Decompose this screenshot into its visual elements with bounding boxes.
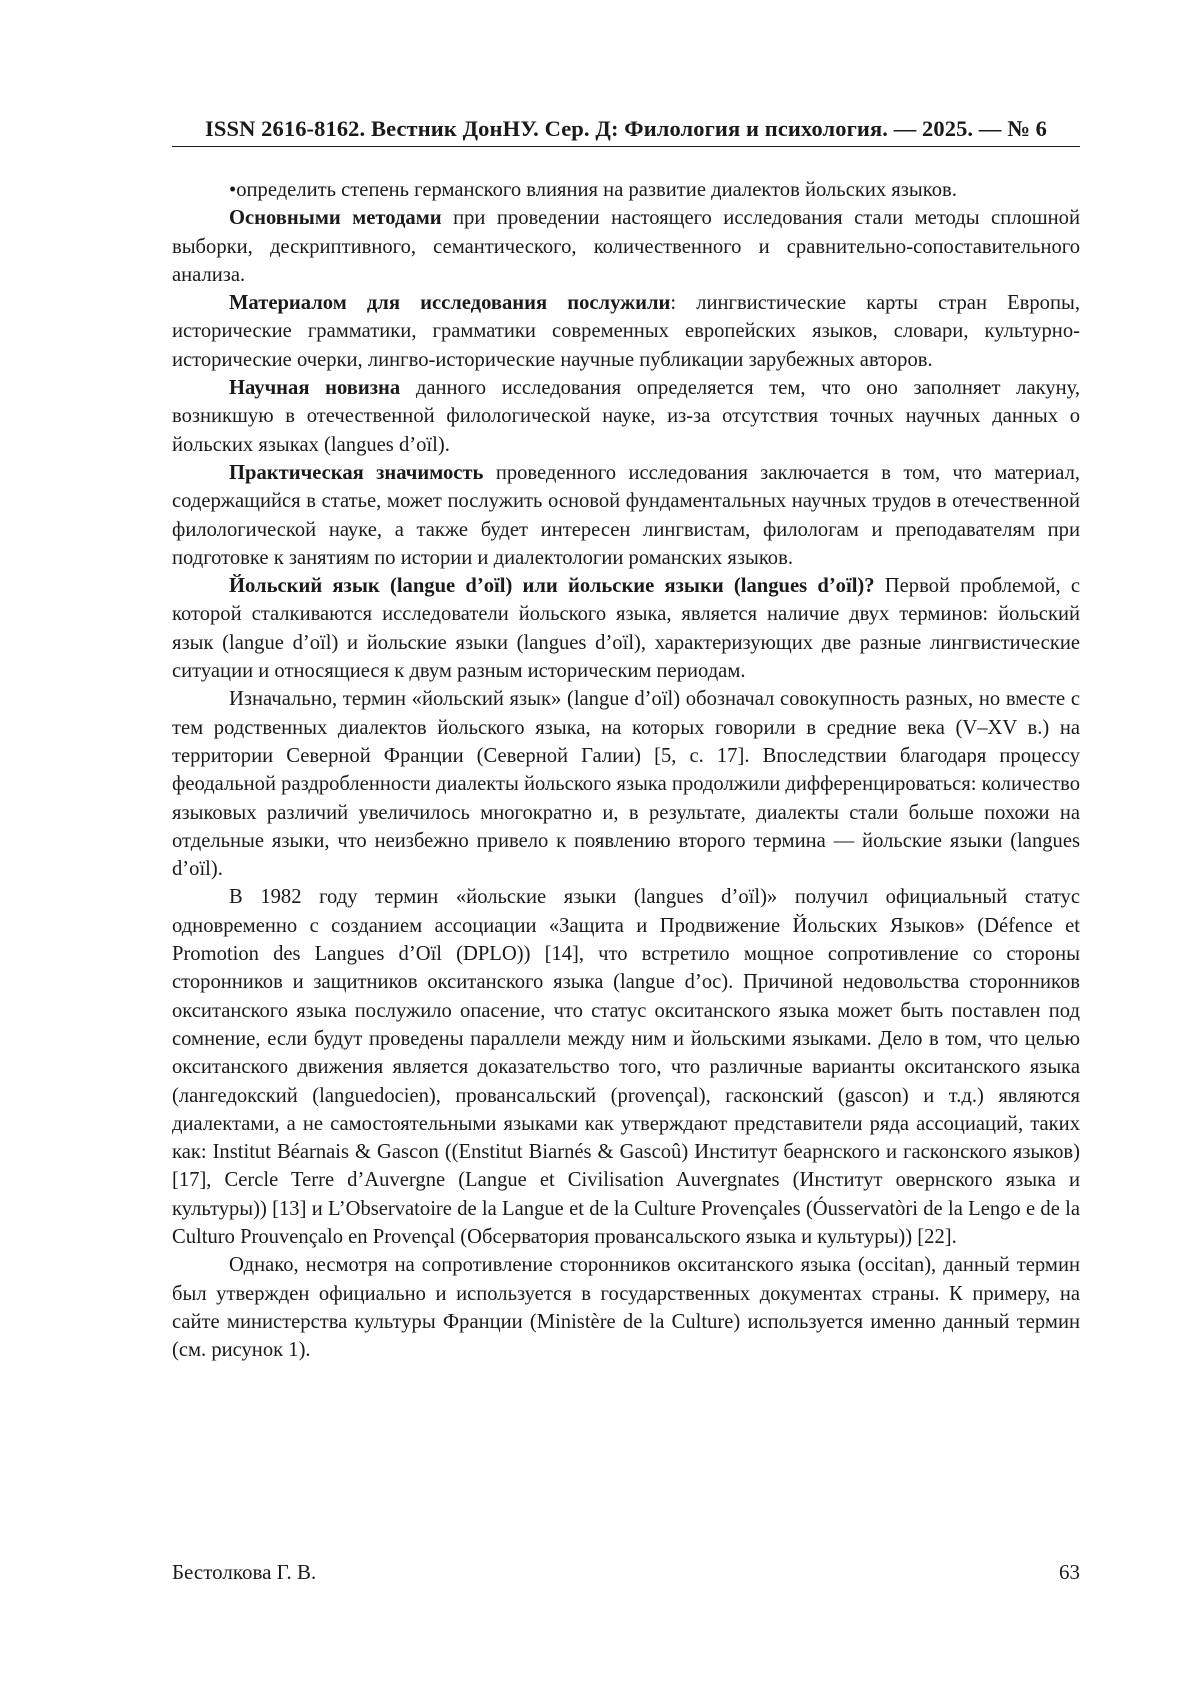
paragraph-significance-text: проведенного исследования заключается в том, что материал, содержащийся в статье, может послужить основой фундаментальных научных трудов в отечественной филологической науке, а также будет интересен лингвистам, филологам и преподавателям при подготовке к занятиям по истории и диалектологии романских языков. [172,461,1080,569]
paragraph-novelty-text: данного исследования определяется тем, что оно заполняет лакуну, возникшую в отечественной филологической науке, из-за отсутствия точных научных данных о йольских языках (langues d’oïl). [172,377,1081,456]
footer-author: Бестолкова Г. В. [172,1560,317,1584]
page-number: 63 [1059,1560,1080,1584]
bullet-icon: • [229,179,237,201]
paragraph-material-lead: Материалом для исследования послужили [229,292,671,315]
paragraph-1982-status: В 1982 году термин «йольские языки (langues d’oïl)» получил официальный статус одновременно с созданием ассоциации «Защита и Продвижение Йольских Языков» (Défence et Promotion des Langues d’Oïl (DPLO)) [14], что встретило мощное сопротивление со стороны сторонников и защитников окситанского языка (langue d’oc). Причиной недовольства сторонников окситанского языка послужило опасение, что статус окситанского языка может быть поставлен под сомнение, если будут проведены параллели между ним и йольскими языками. Дело в том, что целью окситанского движения является доказательство того, что различные варианты окситанского языка (лангедокский (languedocien), провансальский (provençal), гасконский (gascon) и т.д.) являются диалектами, а не самостоятельными языками как утверждают представители ряда ассоциаций, таких как: Institut Béarnais & Gascon ((Enstitut Biarnés & Gascoû) Институт беарнского и гасконского языков) [17], Cercle Terre d’Auvergne (Langue et Civilisation Auvergnates (Институт овернского языка и культуры)) [13] и L’Observatoire de la Langue et de la Culture Provençales (Óusservatòri de la Lengo e de la Culturo Prouvençalo en Provençal (Обсерватория провансальского языка и культуры)) [22]. [172,886,1080,1248]
paragraph-terms-question-lead: Йольский язык (langue d’oïl) или йольские языки (langues d’oïl)? [229,575,875,598]
paragraph-material-text: : лингвистические карты стран Европы, исторические грамматики, грамматики современных европейских языков, словари, культурно-исторические очерки, лингво-исторические научные публикации зарубежных авторов. [172,292,1080,371]
running-header: ISSN 2616-8162. Вестник ДонНУ. Сер. Д: Филология и психология. — 2025. — № 6 [204,116,1047,141]
paragraph-significance [172,459,1080,572]
paragraph-methods-text: при проведении настоящего исследования стали методы сплошной выборки, дескриптивного, семантического, количественного и сравнительно-сопоставительного анализа. [172,207,1080,286]
paragraph-material [172,289,1080,374]
paragraph-methods [172,204,1080,289]
paragraph-official-term: Однако, несмотря на сопротивление сторонников окситанского языка (occitan), данный термин был утвержден официально и используется в государственных документах страны. К примеру, на сайте министерства культуры Франции (Ministère de la Culture) используется именно данный термин (см. рисунок 1). [172,1254,1080,1362]
paragraph-novelty [172,374,1080,459]
paragraph-terms-question-text: Первой проблемой, с которой сталкиваются исследователи йольского языка, является наличие двух терминов: йольский язык (langue d’oïl) и йольские языки (langues d’oïl), характеризующих две разные лингвистические ситуации и относящиеся к двум разным историческим периодам. [172,575,1081,683]
article-body [172,176,1080,1364]
paragraph-terms-question [172,572,1080,685]
paragraph-novelty-lead: Научная новизна [229,377,401,400]
bullet-text: определить степень германского влияния на развитие диалектов йольских языков. [236,179,957,201]
paragraph-significance-lead: Практическая значимость [229,461,484,484]
paragraph-history: Изначально, термин «йольский язык» (langue d’oïl) обозначал совокупность разных, но вместе с тем родственных диалектов йольского языка, на которых говорили в средние века (V–XV в.) на территории Северной Франции (Северной Галии) [5, с. 17]. Впоследствии благодаря процессу феодальной раздробленности диалекты йольского языка продолжили дифференцироваться: количество языковых различий увеличилось многократно и, в результате, диалекты стали больше похожи на отдельные языки, что неизбежно привело к появлению второго термина — йольские языки (langues d’oïl). [172,688,1080,881]
header-rule [172,146,1080,147]
list-item-bullet [172,176,1080,204]
paragraph-methods-lead: Основными методами [229,207,442,230]
